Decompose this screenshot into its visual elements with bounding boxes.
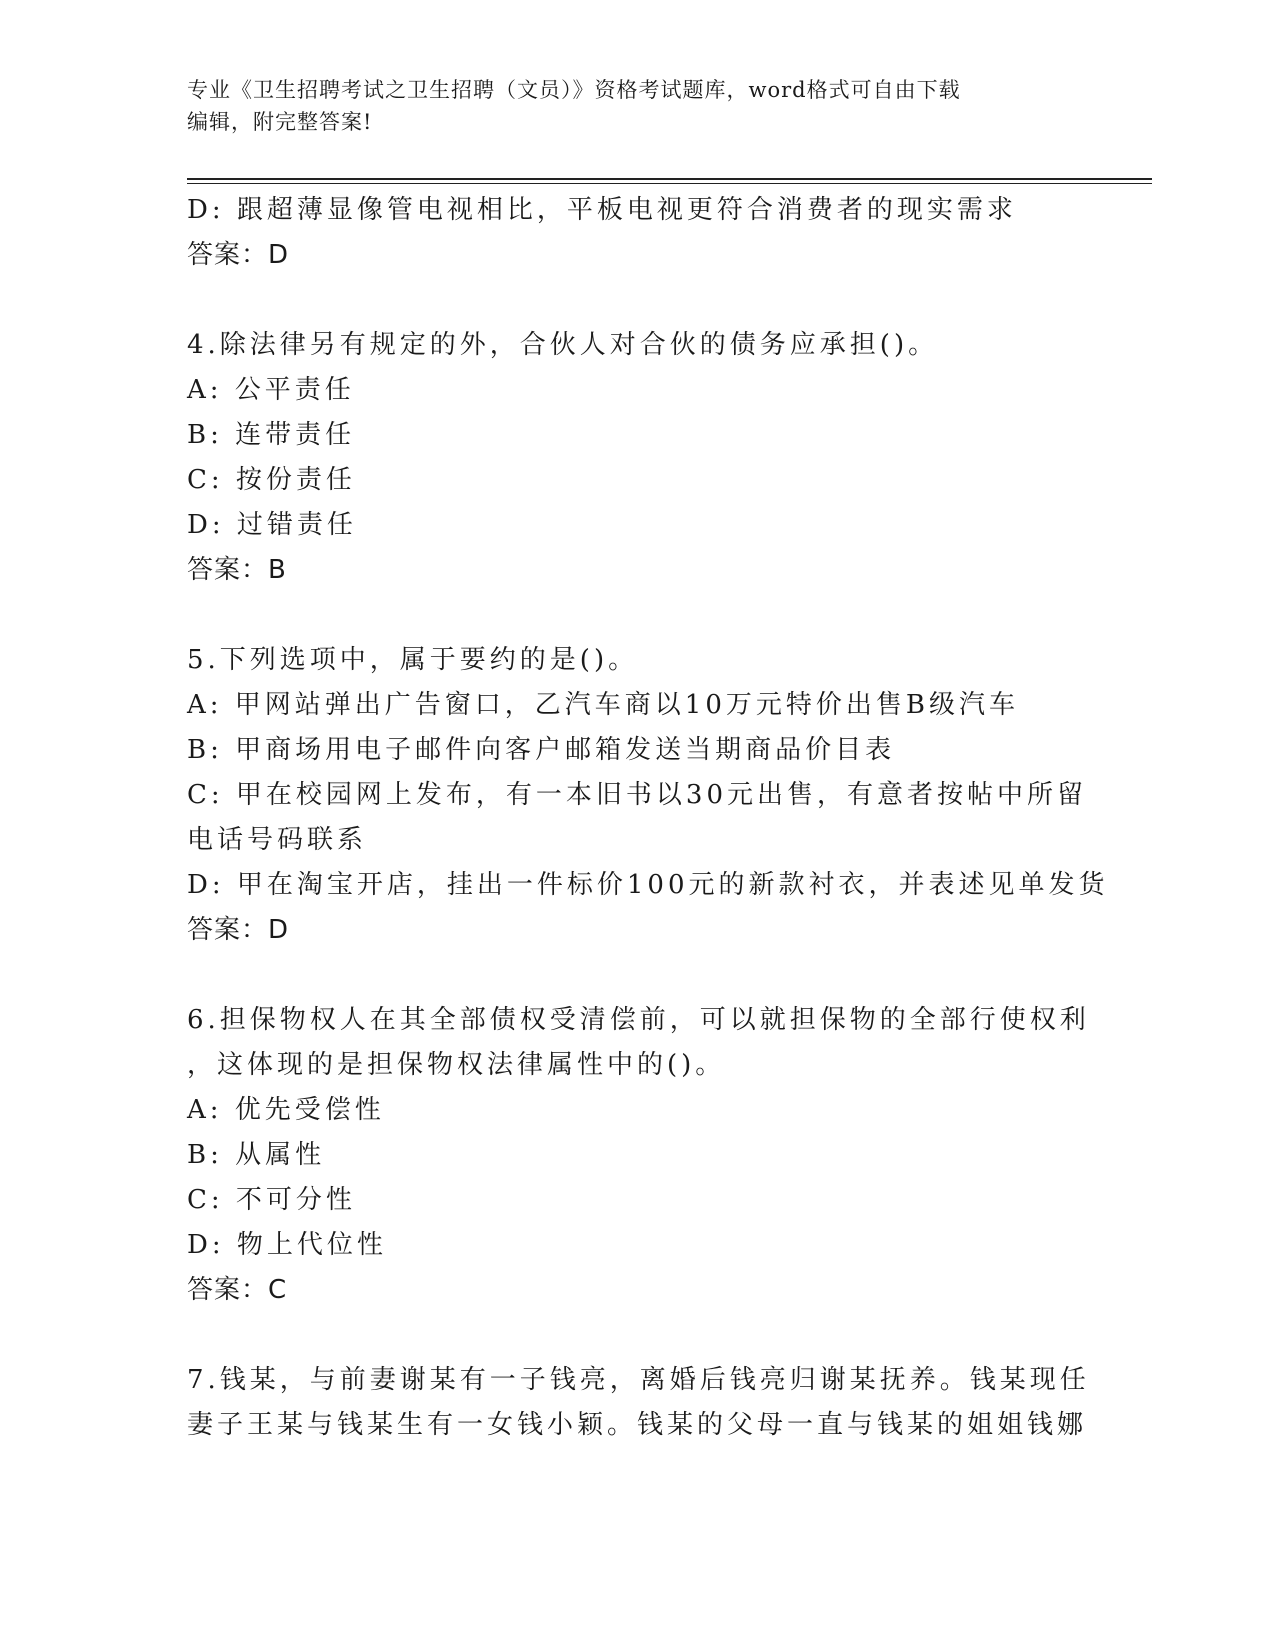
option-d: D: 跟超薄显像管电视相比，平板电视更符合消费者的现实需求 (187, 195, 1017, 225)
spacer (187, 1313, 1067, 1358)
header-divider-thick (187, 178, 1152, 180)
spacer (187, 953, 1067, 998)
option-a: A: 优先受偿性 (187, 1095, 385, 1125)
question-stem: 5.下列选项中，属于要约的是()。 (187, 645, 639, 675)
answer-line: 答案：D (187, 915, 290, 945)
option-b: B: 从属性 (187, 1140, 326, 1170)
option-d: D: 甲在淘宝开店，挂出一件标价100元的新款衬衣，并表述见单发货 (187, 870, 1109, 900)
spacer (187, 278, 1067, 323)
option-c: C: 不可分性 (187, 1185, 356, 1215)
question-stem: 7.钱某，与前妻谢某有一子钱亮，离婚后钱亮归谢某抚养。钱某现任 (187, 1365, 1090, 1395)
previous-question-tail (187, 188, 1067, 278)
option-b: B: 连带责任 (187, 420, 356, 450)
question-4 (187, 323, 1067, 593)
option-a: A: 公平责任 (187, 375, 355, 405)
option-a: A: 甲网站弹出广告窗口，乙汽车商以10万元特价出售B级汽车 (187, 690, 1019, 720)
header-line-2: 编辑，附完整答案! (187, 110, 373, 134)
answer-line: 答案：D (187, 240, 290, 270)
answer-line: 答案：C (187, 1275, 288, 1305)
question-stem-continued: 妻子王某与钱某生有一女钱小颖。钱某的父母一直与钱某的姐姐钱娜 (187, 1410, 1088, 1440)
option-b: B: 甲商场用电子邮件向客户邮箱发送当期商品价目表 (187, 735, 896, 765)
question-list (187, 188, 1109, 1448)
answer-line: 答案：B (187, 555, 287, 585)
question-stem: 6.担保物权人在其全部债权受清偿前，可以就担保物的全部行使权利 (187, 1005, 1090, 1035)
header-divider-thin (187, 183, 1152, 184)
spacer (187, 593, 1067, 638)
question-stem-continued: ，这体现的是担保物权法律属性中的()。 (187, 1050, 726, 1080)
option-c: C: 按份责任 (187, 465, 356, 495)
question-7 (187, 1358, 1090, 1448)
option-c: C: 甲在校园网上发布，有一本旧书以30元出售，有意者按帖中所留 (187, 780, 1088, 810)
header-line-1: 专业《卫生招聘考试之卫生招聘（文员）》资格考试题库，word格式可自由下载 (187, 78, 961, 102)
document-header-note (187, 74, 1087, 138)
option-c-continued: 电话号码联系 (187, 825, 368, 855)
question-5 (187, 638, 1109, 953)
question-stem: 4.除法律另有规定的外，合伙人对合伙的债务应承担()。 (187, 330, 939, 360)
question-6 (187, 998, 1090, 1313)
option-d: D: 过错责任 (187, 510, 357, 540)
option-d: D: 物上代位性 (187, 1230, 387, 1260)
